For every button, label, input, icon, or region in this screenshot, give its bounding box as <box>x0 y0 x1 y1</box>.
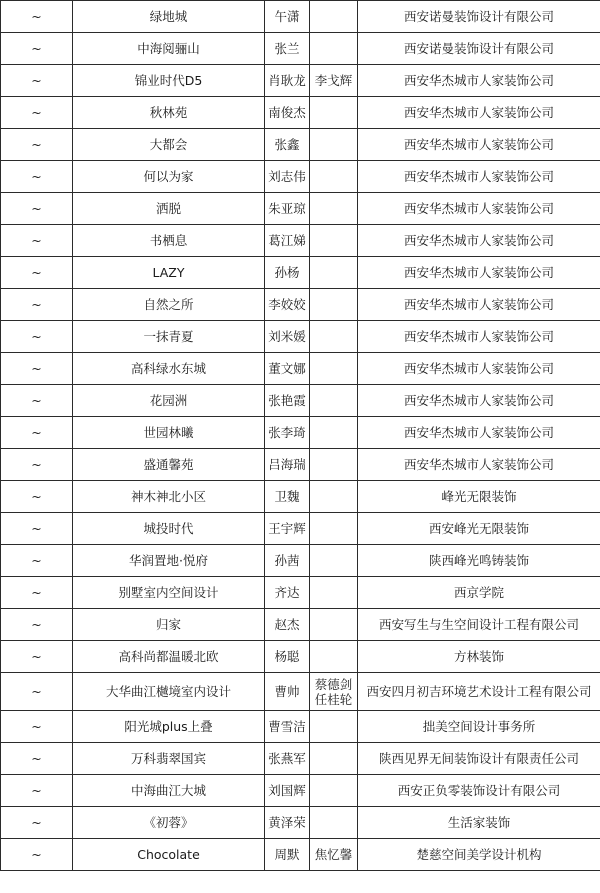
designer-name: 曹雪洁 <box>265 711 310 743</box>
project-name: 万科翡翠国宾 <box>73 743 265 775</box>
co-designer-name <box>310 97 358 129</box>
project-name: 秋林苑 <box>73 97 265 129</box>
project-name: 盛通馨苑 <box>73 449 265 481</box>
company-name: 西安华杰城市人家装饰公司 <box>358 417 600 449</box>
row-marker: ~ <box>1 673 73 711</box>
table-row <box>1 353 600 385</box>
company-name: 西安华杰城市人家装饰公司 <box>358 257 600 289</box>
row-marker: ~ <box>1 775 73 807</box>
co-designer-name <box>310 449 358 481</box>
designer-name: 张李琦 <box>265 417 310 449</box>
designer-name: 张燕军 <box>265 743 310 775</box>
co-designer-name <box>310 609 358 641</box>
co-designer-name <box>310 711 358 743</box>
designer-name: 曹帅 <box>265 673 310 711</box>
table-row <box>1 97 600 129</box>
project-name: 阳光城plus上叠 <box>73 711 265 743</box>
designer-name: 周默 <box>265 839 310 871</box>
table-row <box>1 449 600 481</box>
project-name: 别墅室内空间设计 <box>73 577 265 609</box>
company-name: 西安四月初吉环境艺术设计工程有限公司 <box>358 673 600 711</box>
co-designer-name <box>310 161 358 193</box>
table-row <box>1 577 600 609</box>
row-marker: ~ <box>1 161 73 193</box>
table-row <box>1 641 600 673</box>
co-designer-name <box>310 743 358 775</box>
co-designer-name <box>310 33 358 65</box>
designer-name: 董文娜 <box>265 353 310 385</box>
project-name: 大都会 <box>73 129 265 161</box>
row-marker: ~ <box>1 577 73 609</box>
table-row <box>1 673 600 711</box>
row-marker: ~ <box>1 641 73 673</box>
co-designer-name <box>310 641 358 673</box>
project-name: 大华曲江樾境室内设计 <box>73 673 265 711</box>
row-marker: ~ <box>1 545 73 577</box>
company-name: 西安峰光无限装饰 <box>358 513 600 545</box>
row-marker: ~ <box>1 321 73 353</box>
company-name: 峰光无限装饰 <box>358 481 600 513</box>
table-row <box>1 545 600 577</box>
designer-name: 张艳霞 <box>265 385 310 417</box>
table-body <box>1 1 600 871</box>
company-name: 西安正负零装饰设计有限公司 <box>358 775 600 807</box>
row-marker: ~ <box>1 193 73 225</box>
company-name: 西安华杰城市人家装饰公司 <box>358 289 600 321</box>
co-designer-name <box>310 321 358 353</box>
table-row <box>1 1 600 33</box>
row-marker: ~ <box>1 385 73 417</box>
table-row <box>1 481 600 513</box>
row-marker: ~ <box>1 449 73 481</box>
co-designer-name <box>310 353 358 385</box>
co-designer-name <box>310 129 358 161</box>
co-designer-name <box>310 545 358 577</box>
designer-name: 孙杨 <box>265 257 310 289</box>
co-designer-name <box>310 513 358 545</box>
project-name: 中海阅骊山 <box>73 33 265 65</box>
designer-name: 刘米媛 <box>265 321 310 353</box>
project-name: 花园洲 <box>73 385 265 417</box>
designer-name: 齐达 <box>265 577 310 609</box>
co-designer-name: 蔡德剑 任桂轮 <box>310 673 358 711</box>
designer-name: 吕海瑞 <box>265 449 310 481</box>
table-row <box>1 33 600 65</box>
company-name: 西安华杰城市人家装饰公司 <box>358 449 600 481</box>
project-name: 《初蓉》 <box>73 807 265 839</box>
table-row <box>1 743 600 775</box>
co-designer-name <box>310 289 358 321</box>
project-name: 何以为家 <box>73 161 265 193</box>
company-name: 西安华杰城市人家装饰公司 <box>358 65 600 97</box>
project-name: 中海曲江大城 <box>73 775 265 807</box>
table-row <box>1 321 600 353</box>
company-name: 西安华杰城市人家装饰公司 <box>358 225 600 257</box>
designer-name: 刘国辉 <box>265 775 310 807</box>
designer-name: 朱亚琼 <box>265 193 310 225</box>
company-name: 陕西峰光鸣铸装饰 <box>358 545 600 577</box>
designer-name: 黄泽荣 <box>265 807 310 839</box>
co-designer-name <box>310 385 358 417</box>
project-name: 华润置地·悦府 <box>73 545 265 577</box>
project-name: 神木神北小区 <box>73 481 265 513</box>
company-name: 西安华杰城市人家装饰公司 <box>358 97 600 129</box>
project-name: 自然之所 <box>73 289 265 321</box>
table-row <box>1 161 600 193</box>
designer-name: 赵杰 <box>265 609 310 641</box>
designer-name: 王宇辉 <box>265 513 310 545</box>
row-marker: ~ <box>1 807 73 839</box>
table-row <box>1 775 600 807</box>
project-name: LAZY <box>73 257 265 289</box>
co-designer-name <box>310 577 358 609</box>
project-name: Chocolate <box>73 839 265 871</box>
company-name: 楚慈空间美学设计机构 <box>358 839 600 871</box>
project-name: 一抹青夏 <box>73 321 265 353</box>
project-name: 世园林曦 <box>73 417 265 449</box>
designer-name: 杨聪 <box>265 641 310 673</box>
designer-name: 葛江娣 <box>265 225 310 257</box>
row-marker: ~ <box>1 711 73 743</box>
table-row <box>1 609 600 641</box>
row-marker: ~ <box>1 839 73 871</box>
row-marker: ~ <box>1 225 73 257</box>
row-marker: ~ <box>1 289 73 321</box>
row-marker: ~ <box>1 417 73 449</box>
table-row <box>1 807 600 839</box>
co-designer-name <box>310 775 358 807</box>
row-marker: ~ <box>1 33 73 65</box>
designer-name: 卫魏 <box>265 481 310 513</box>
row-marker: ~ <box>1 97 73 129</box>
table-row <box>1 65 600 97</box>
co-designer-name: 李戈辉 <box>310 65 358 97</box>
project-name: 高科尚都温暖北欧 <box>73 641 265 673</box>
row-marker: ~ <box>1 1 73 33</box>
designer-name: 南俊杰 <box>265 97 310 129</box>
co-designer-name <box>310 417 358 449</box>
company-name: 生活家装饰 <box>358 807 600 839</box>
company-name: 西安华杰城市人家装饰公司 <box>358 353 600 385</box>
row-marker: ~ <box>1 257 73 289</box>
company-name: 陕西见界无间装饰设计有限责任公司 <box>358 743 600 775</box>
project-name: 归家 <box>73 609 265 641</box>
table-row <box>1 711 600 743</box>
designer-name: 张鑫 <box>265 129 310 161</box>
table-row <box>1 839 600 871</box>
company-name: 西安华杰城市人家装饰公司 <box>358 161 600 193</box>
row-marker: ~ <box>1 65 73 97</box>
co-designer-name <box>310 225 358 257</box>
table-row <box>1 193 600 225</box>
co-designer-name <box>310 193 358 225</box>
project-name: 书栖息 <box>73 225 265 257</box>
company-name: 西安诺曼装饰设计有限公司 <box>358 33 600 65</box>
row-marker: ~ <box>1 743 73 775</box>
co-designer-name <box>310 1 358 33</box>
row-marker: ~ <box>1 481 73 513</box>
co-designer-name <box>310 807 358 839</box>
table-row <box>1 257 600 289</box>
designer-name: 孙茜 <box>265 545 310 577</box>
table-row <box>1 417 600 449</box>
row-marker: ~ <box>1 353 73 385</box>
designer-name: 张兰 <box>265 33 310 65</box>
designer-name: 午潇 <box>265 1 310 33</box>
table-row <box>1 225 600 257</box>
designer-name: 肖耿龙 <box>265 65 310 97</box>
designer-name: 刘志伟 <box>265 161 310 193</box>
table-row <box>1 513 600 545</box>
table-row <box>1 385 600 417</box>
co-designer-name <box>310 481 358 513</box>
company-name: 西京学院 <box>358 577 600 609</box>
project-name: 锦业时代D5 <box>73 65 265 97</box>
company-name: 西安华杰城市人家装饰公司 <box>358 321 600 353</box>
table-row <box>1 129 600 161</box>
company-name: 西安华杰城市人家装饰公司 <box>358 385 600 417</box>
row-marker: ~ <box>1 129 73 161</box>
company-name: 西安华杰城市人家装饰公司 <box>358 129 600 161</box>
table-row <box>1 289 600 321</box>
company-name: 西安诺曼装饰设计有限公司 <box>358 1 600 33</box>
co-designer-name <box>310 257 358 289</box>
company-name: 方林装饰 <box>358 641 600 673</box>
company-name: 西安写生与生空间设计工程有限公司 <box>358 609 600 641</box>
co-designer-name: 焦忆馨 <box>310 839 358 871</box>
row-marker: ~ <box>1 609 73 641</box>
company-name: 西安华杰城市人家装饰公司 <box>358 193 600 225</box>
row-marker: ~ <box>1 513 73 545</box>
project-name: 绿地城 <box>73 1 265 33</box>
project-name: 洒脱 <box>73 193 265 225</box>
project-name: 城投时代 <box>73 513 265 545</box>
designer-name: 李姣姣 <box>265 289 310 321</box>
company-name: 拙美空间设计事务所 <box>358 711 600 743</box>
project-name: 高科绿水东城 <box>73 353 265 385</box>
